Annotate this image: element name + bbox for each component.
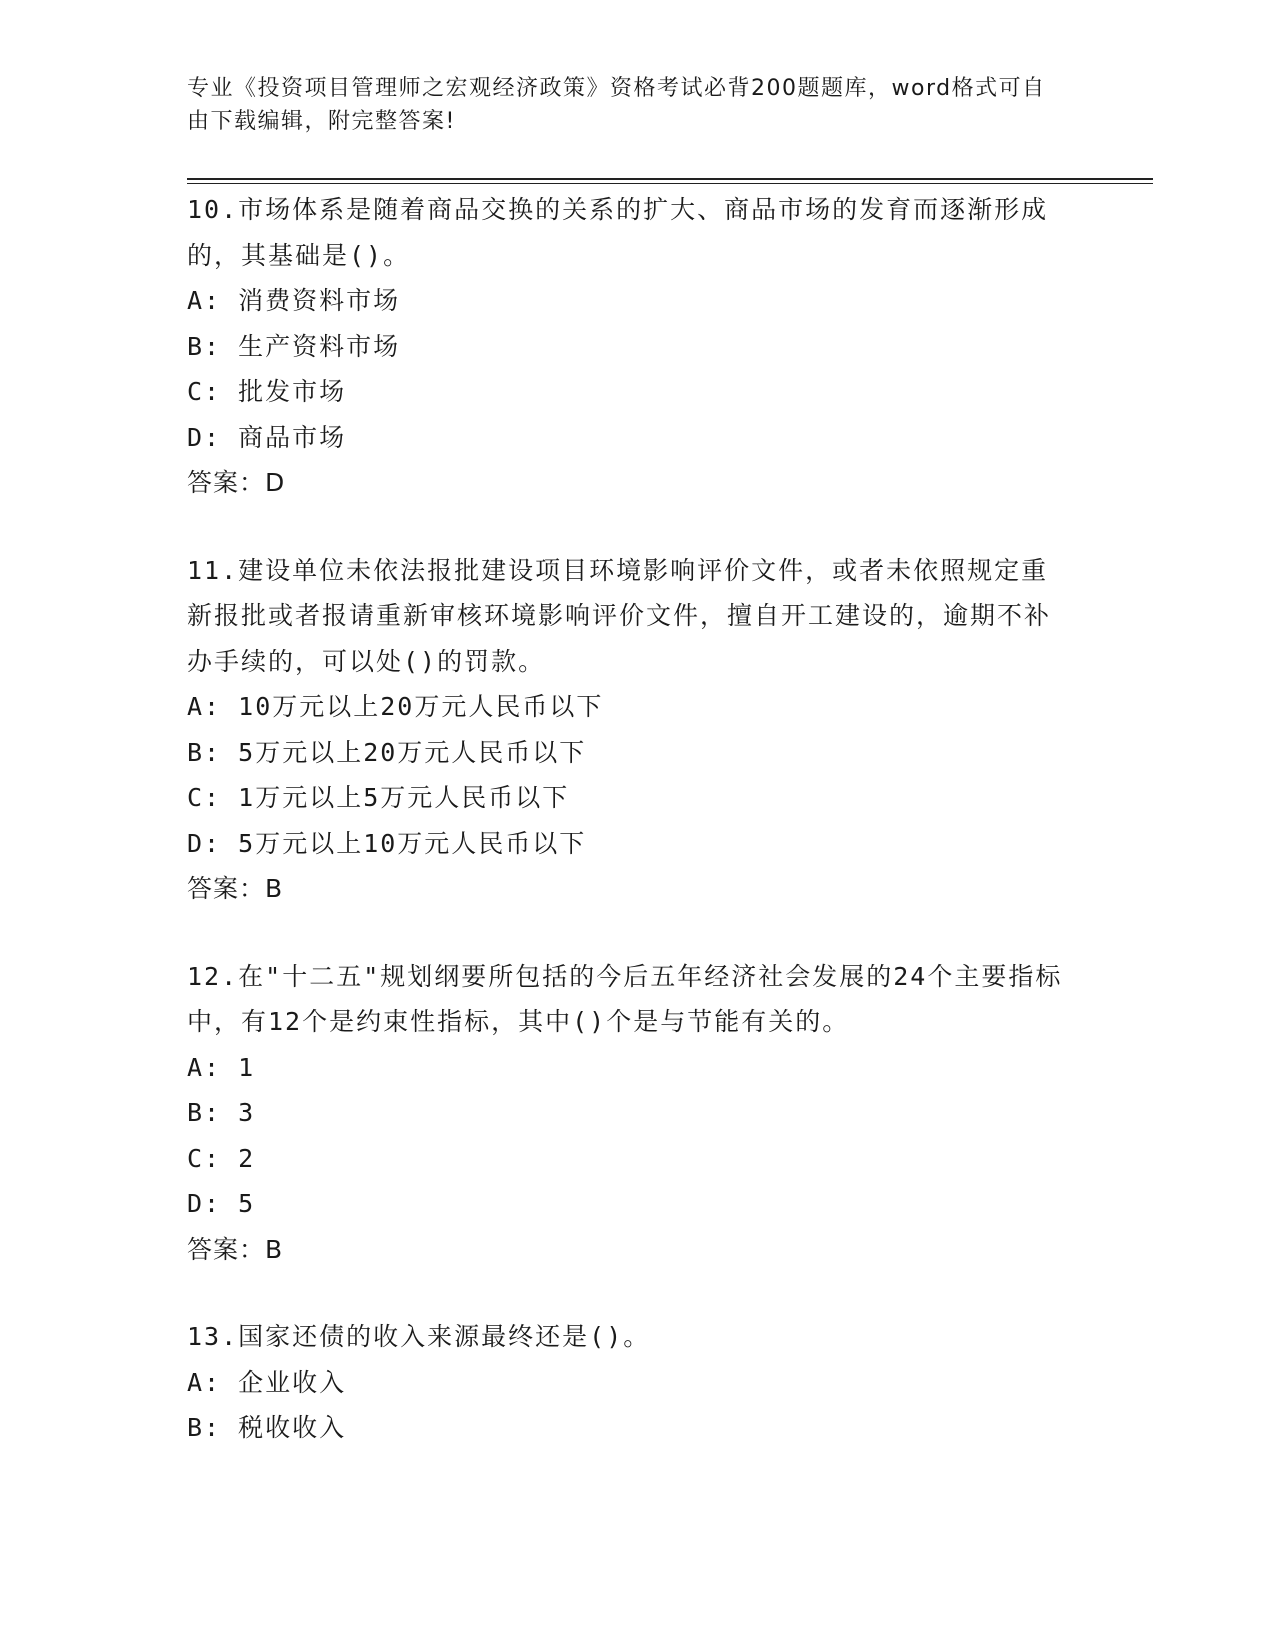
option-c: C: 2: [187, 1143, 256, 1173]
option-c: C: 批发市场: [187, 377, 347, 406]
option-a: A: 1: [187, 1052, 256, 1082]
option-a: A: 10万元以上20万元人民币以下: [187, 692, 604, 721]
option-a: A: 消费资料市场: [187, 286, 401, 315]
question-11: [187, 548, 1067, 912]
option-d: D: 商品市场: [187, 422, 347, 452]
option-b: B: 5万元以上20万元人民币以下: [187, 737, 587, 767]
question-13: [187, 1314, 1067, 1451]
answer: 答案：D: [187, 468, 286, 497]
option-d: D: 5: [187, 1189, 256, 1218]
question-text: 12.在"十二五"规划纲要所包括的今后五年经济社会发展的24个主要指标中，有12个是约束性指标，其中()个是与节能有关的。: [187, 961, 1063, 1036]
option-b: B: 税收收入: [187, 1413, 347, 1442]
option-d: D: 5万元以上10万元人民币以下: [187, 828, 587, 858]
answer: 答案：B: [187, 1234, 284, 1264]
question-text: 13.国家还债的收入来源最终还是()。: [187, 1322, 651, 1351]
question-list: [187, 187, 1067, 1493]
option-c: C: 1万元以上5万元人民币以下: [187, 783, 570, 812]
question-12: [187, 954, 1067, 1273]
option-b: B: 生产资料市场: [187, 331, 401, 361]
option-b: B: 3: [187, 1098, 256, 1127]
question-text: 11.建设单位未依法报批建设项目环境影响评价文件，或者未依照规定重新报批或者报请重新审核环境影响评价文件，擅自开工建设的，逾期不补办手续的，可以处()的罚款。: [187, 555, 1052, 676]
document-header: 专业《投资项目管理师之宏观经济政策》资格考试必背200题题库，word格式可自由下载编辑，附完整答案!: [187, 76, 1046, 134]
question-10: [187, 187, 1067, 506]
option-a: A: 企业收入: [187, 1367, 347, 1397]
header-divider: [187, 178, 1153, 184]
question-text: 10.市场体系是随着商品交换的关系的扩大、商品市场的发育而逐渐形成的，其基础是()。: [187, 195, 1049, 270]
answer: 答案：B: [187, 874, 284, 903]
